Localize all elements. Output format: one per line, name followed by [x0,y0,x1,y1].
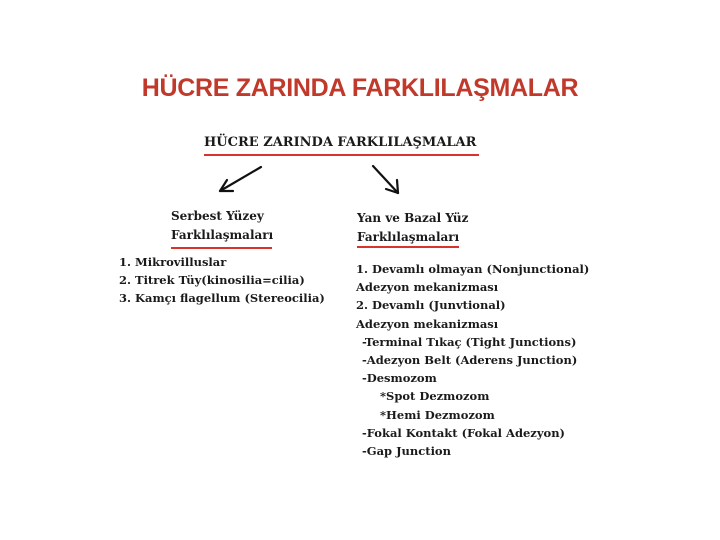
slide-title: HÜCRE ZARINDA FARKLILAŞMALAR [141,74,579,102]
left-branch-arrow [220,167,261,191]
list-item: 2. Devamlı (Junvtional) [356,298,506,313]
left-branch-heading [171,209,273,243]
list-item: -Gap Junction [362,444,451,459]
list-item: Adezyon mekanizması [356,316,499,331]
list-item: -Adezyon Belt (Aderens Junction) [362,353,578,368]
right-branch-list [356,260,589,460]
left-branch-underline [171,247,272,249]
left-branch-list [119,253,325,308]
list-item: -Terminal Tıkaç (Tight Junctions) [362,334,577,349]
list-item: *Spot Dezmozom [380,389,490,404]
right-branch-heading-line2: Farklılaşmaları [357,230,460,244]
diagram-title: HÜCRE ZARINDA FARKLILAŞMALAR [204,135,477,150]
list-item: *Hemi Dezmozom [380,407,495,422]
list-item: Adezyon mekanizması [356,280,499,295]
classification-diagram [112,125,602,470]
right-branch-heading [357,211,468,245]
list-item: 2. Titrek Tüy(kinosilia=cilia) [119,273,305,288]
list-item: -Desmozom [362,371,437,386]
list-item: -Fokal Kontakt (Fokal Adezyon) [362,425,565,440]
list-item: 1. Mikrovilluslar [119,255,227,269]
left-branch-heading-line2: Farklılaşmaları [171,228,274,242]
left-branch-heading-line1: Serbest Yüzey [171,209,264,223]
right-branch-underline [357,246,459,248]
list-item: 3. Kamçı flagellum (Stereocilia) [119,291,325,306]
list-item: 1. Devamlı olmayan (Nonjunctional) [356,262,590,276]
right-branch-heading-line1: Yan ve Bazal Yüz [357,211,469,225]
